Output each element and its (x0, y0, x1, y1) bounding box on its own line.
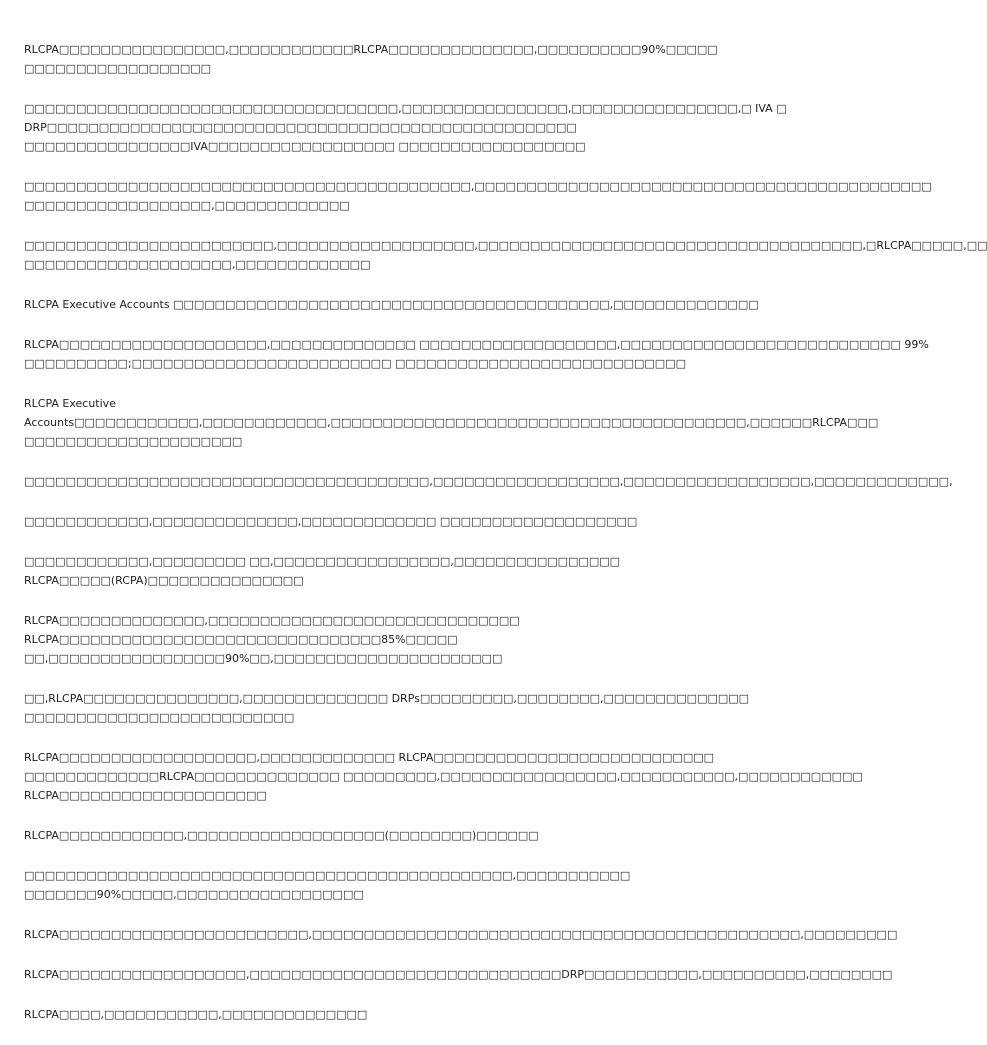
text-line: RLCPA□□□□□□□□□□□□□□□□□□□□□□□□□□□□□□□85%□□□□□ (24, 633, 458, 646)
text-line: RLCPA□□□□□□□□□□□□□□□□□□□□ (24, 789, 267, 802)
text-line: RLCPA□□□□□□□□□□□□□□,□□□□□□□□□□□□□□□□□□□□□□□□□□□□□□ (24, 614, 520, 627)
text-line: RLCPA□□□□□□□□□□□□□□□□□□,□□□□□□□□□□□□□□□□□□□□□□□□□□□□□□DRP□□□□□□□□□□□,□□□□□□□□□□,□□□□□□□□ (24, 968, 893, 981)
paragraph (24, 99, 787, 156)
text-line: □□□□□□□□□□□□,□□□□□□□□□ □□,□□□□□□□□□□□□□□□□□,□□□□□□□□□□□□□□□□ (24, 555, 620, 568)
text-line: □□,□□□□□□□□□□□□□□□□□90%□□,□□□□□□□□□□□□□□□□□□□□□□ (24, 652, 503, 665)
text-line: □□□□□□□□□□□□,□□□□□□□□□□□□□□,□□□□□□□□□□□□□ □□□□□□□□□□□□□□□□□□□ (24, 515, 638, 528)
text-line: □□□□□□□□□□□□□□□□□□□□□ (24, 435, 243, 448)
text-line: Accounts□□□□□□□□□□□□,□□□□□□□□□□□□,□□□□□□□□□□□□□□□□□□□□□□□□□□□□□□□□□□□□□□□□,□□□□□□RLCPA□□□ (24, 416, 879, 429)
text-line: RLCPA Executive (24, 397, 116, 410)
paragraph (24, 295, 759, 314)
paragraph (24, 611, 696, 668)
text-line: □□□□□□□□□□□□□□□□□□□□□□□□,□□□□□□□□□□□□□□□□□□□,□□□□□□□□□□□□□□□□□□□□□□□□□□□□□□□□□□□□□,□RLCPA□□□□□,□□ (24, 239, 987, 252)
paragraph (24, 236, 987, 274)
text-line: RLCPA□□□□□□□□□□□□□□□□,□□□□□□□□□□□□RLCPA□□□□□□□□□□□□□□,□□□□□□□□□□90%□□□□□ (24, 43, 718, 56)
paragraph (24, 552, 696, 590)
paragraph (24, 472, 953, 491)
paragraph (24, 689, 750, 727)
text-line: □□□□□□□□□□□□□□□□□□□□□□□□□□ (24, 711, 295, 724)
text-line: RLCPA□□□□□(RCPA)□□□□□□□□□□□□□□□ (24, 574, 304, 587)
text-line: □□□□□□□□□□□□□□□□□□ (24, 62, 212, 75)
text-line: □□□□□□□□□□□□□□□□□□□□□□□□□□□□□□□□□□□□□□□,□□□□□□□□□□□□□□□□□□,□□□□□□□□□□□□□□□□□□,□□□□□□□□□□□□□, (24, 475, 953, 488)
text-line: RLCPA□□□□□□□□□□□□□□□□□□□,□□□□□□□□□□□□□ RLCPA□□□□□□□□□□□□□□□□□□□□□□□□□□□ (24, 751, 714, 764)
text-line: RLCPA Executive Accounts □□□□□□□□□□□□□□□□□□□□□□□□□□□□□□□□□□□□□□□□□□,□□□□□□□□□□□□□□ (24, 298, 759, 311)
text-line: RLCPA□□□□□□□□□□□□□□□□□□□□,□□□□□□□□□□□□□□ □□□□□□□□□□□□□□□□□□□,□□□□□□□□□□□□□□□□□□□□□□□□□□□ 99% (24, 338, 929, 351)
paragraph (24, 748, 863, 805)
text-line: □□□□□□□□□□□□□RLCPA□□□□□□□□□□□□□□ □□□□□□□□□,□□□□□□□□□□□□□□□□□,□□□□□□□□□□□,□□□□□□□□□□□□ (24, 770, 863, 783)
paragraph (24, 177, 932, 215)
paragraph (24, 1005, 696, 1024)
paragraph (24, 826, 696, 845)
text-line: □□□□□□□□□□□□□□□□□□,□□□□□□□□□□□□□ (24, 199, 350, 212)
text-line: □□,RLCPA□□□□□□□□□□□□□□□,□□□□□□□□□□□□□□ DRPs□□□□□□□□□,□□□□□□□□,□□□□□□□□□□□□□□ (24, 692, 750, 705)
document-page (24, 40, 987, 1045)
text-line: RLCPA□□□□□□□□□□□□,□□□□□□□□□□□□□□□□□□□(□□□□□□□□)□□□□□□ (24, 829, 539, 842)
paragraph (24, 394, 879, 451)
text-line: □□□□□□□□□□;□□□□□□□□□□□□□□□□□□□□□□□□□ □□□□□□□□□□□□□□□□□□□□□□□□□□□□ (24, 357, 686, 370)
text-line: RLCPA□□□□,□□□□□□□□□□□,□□□□□□□□□□□□□□ (24, 1008, 368, 1021)
paragraph (24, 866, 696, 904)
text-line: □□□□□□□90%□□□□□,□□□□□□□□□□□□□□□□□□ (24, 888, 364, 901)
text-line: □□□□□□□□□□□□□□□□IVA□□□□□□□□□□□□□□□□□□ □□□□□□□□□□□□□□□□□□ (24, 140, 586, 153)
text-line: □□□□□□□□□□□□□□□□□□□□□□□□□□□□□□□□□□□□□□□□□□□,□□□□□□□□□□□□□□□□□□□□□□□□□□□□□□□□□□□□□□□□□□□□ (24, 180, 932, 193)
paragraph (24, 40, 718, 78)
text-line: RLCPA□□□□□□□□□□□□□□□□□□□□□□□□,□□□□□□□□□□□□□□□□□□□□□□□□□□□□□□□□□□□□□□□□□□□□□□□,□□□□□□□□□ (24, 928, 898, 941)
text-line: □□□□□□□□□□□□□□□□□□□□□□□□□□□□□□□□□□□□,□□□□□□□□□□□□□□□□,□□□□□□□□□□□□□□□□,□ IVA □ (24, 102, 787, 115)
text-line: □□□□□□□□□□□□□□□□□□□□,□□□□□□□□□□□□□ (24, 258, 371, 271)
text-line: DRP□□□□□□□□□□□□□□□□□□□□□□□□□□□□□□□□□□□□□□□□□□□□□□□□□□□ (24, 121, 577, 134)
text-line: □□□□□□□□□□□□□□□□□□□□□□□□□□□□□□□□□□□□□□□□□□□□□□□,□□□□□□□□□□□ (24, 869, 631, 882)
paragraph (24, 512, 696, 531)
paragraph (24, 965, 893, 984)
paragraph (24, 335, 929, 373)
paragraph (24, 925, 898, 944)
